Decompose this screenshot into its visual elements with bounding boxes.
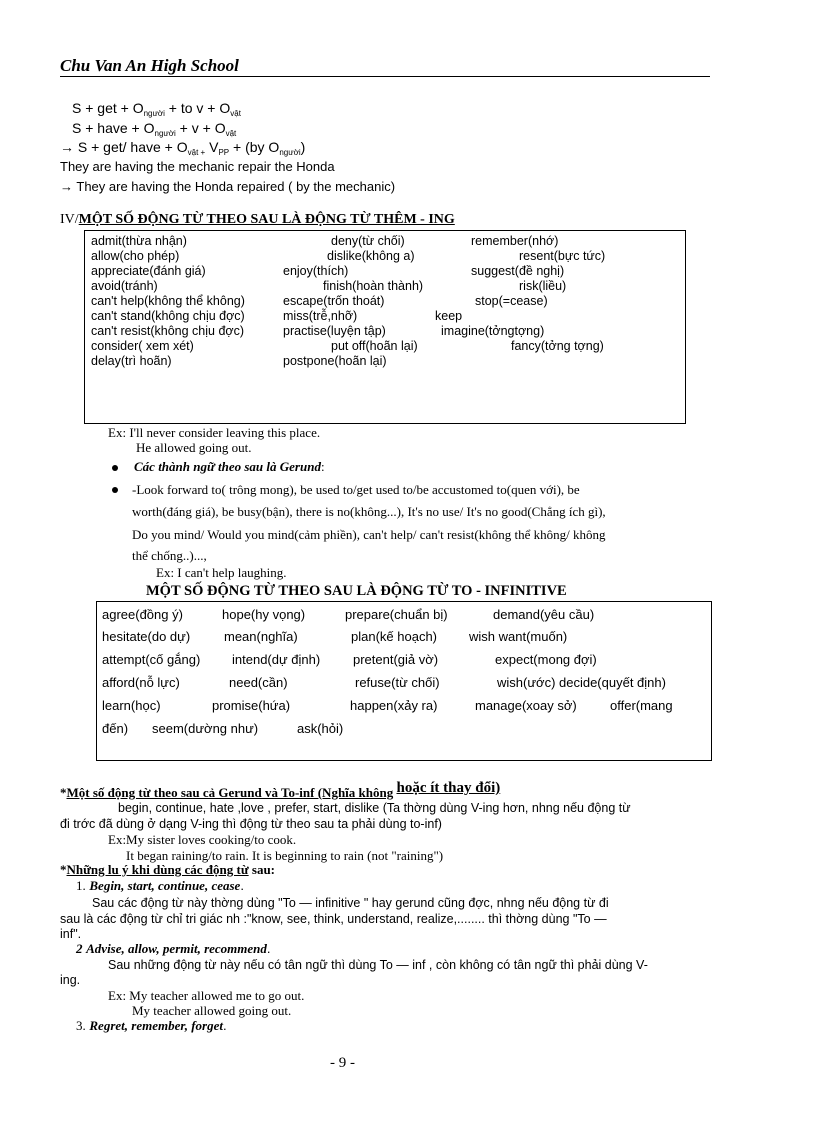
ing-verb: enjoy(thích) <box>283 264 349 278</box>
ing-examples: Ex: I'll never consider leaving this place. <box>108 425 321 440</box>
inf-verb: prepare(chuẩn bị) <box>345 607 448 622</box>
example-active: They are having the mechanic repair the Honda <box>60 159 335 174</box>
inf-verb: attempt(cố gắng) <box>102 652 201 667</box>
section-iv-heading: IV/MỘT SỐ ĐỘNG TỪ THEO SAU LÀ ĐỘNG TỪ THÊM - ING <box>60 212 455 227</box>
idiom-list-line: worth(đáng giá), be busy(bận), there is no(không...), It's no use/ It's no good(Chẳng ích gì), <box>132 504 606 519</box>
inf-verb: manage(xoay sở) <box>475 698 577 713</box>
idiom-list-line: thể chống..)..., <box>132 548 207 563</box>
arrow-icon: → <box>60 139 74 155</box>
inf-verb: offer(mang <box>610 698 673 713</box>
inf-verb: promise(hứa) <box>212 698 291 713</box>
note-2-heading: 2 Advise, allow, permit, recommend. <box>76 941 271 956</box>
idiom-heading: Các thành ngữ theo sau là Gerund: <box>134 459 325 474</box>
inf-verb: learn(học) <box>102 698 161 713</box>
both-example: It began raining/to rain. It is beginning to rain (not "raining") <box>126 848 444 863</box>
inf-verb: need(cần) <box>229 675 288 690</box>
inf-verb: pretent(giả vờ) <box>353 652 439 667</box>
note-2-paragraph: Sau những động từ này nếu có tân ngữ thì dùng To — inf , còn không có tân ngữ thì phải dùng V- <box>108 958 648 972</box>
infinitive-heading: MỘT SỐ ĐỘNG TỪ THEO SAU LÀ ĐỘNG TỪ TO - INFINITIVE <box>146 583 567 599</box>
ing-verb: can't resist(không chịu đợc) <box>91 324 245 338</box>
inf-verb: đến) <box>102 721 129 736</box>
inf-verb: happen(xảy ra) <box>350 698 438 713</box>
ing-verb: put off(hoãn lại) <box>331 339 418 353</box>
ing-verb: deny(từ chối) <box>331 234 405 248</box>
note-2-example: My teacher allowed going out. <box>132 1003 292 1018</box>
inf-verb: demand(yêu cầu) <box>493 607 595 622</box>
school-header: Chu Van An High School <box>60 56 239 75</box>
ing-verb: resent(bực tức) <box>519 249 606 263</box>
formula-passive: → S + get/ have + $O_{vật +}$ $V_{PP} + (by$ $O_{người}$) <box>60 139 306 157</box>
page-number: - 9 - <box>330 1055 355 1071</box>
ing-verb: consider( xem xét) <box>91 339 194 353</box>
ing-verb: practise(luyện tập) <box>283 324 386 338</box>
ing-verb: keep <box>435 309 463 323</box>
notes-heading: *Những lu ý khi dùng các động từ sau: <box>60 862 276 877</box>
ing-verb: can't help(không thể không) <box>91 294 245 308</box>
header-rule <box>60 76 710 77</box>
inf-verb: seem(dường như) <box>152 721 259 736</box>
note-1-paragraph: sau là các động từ chỉ tri giác nh :"know, see, think, understand, realize,........ thì thờng dùng "To — <box>60 912 607 926</box>
ing-verb: finish(hoàn thành) <box>323 279 424 293</box>
ing-verb: suggest(đề nghị) <box>471 264 565 278</box>
inf-verb: hesitate(do dự) <box>102 629 191 644</box>
inf-verb: intend(dự định) <box>232 652 321 667</box>
ing-verb: postpone(hoãn lại) <box>283 354 387 368</box>
bullet-icon <box>112 465 118 471</box>
inf-verb: expect(mong đợi) <box>495 652 597 667</box>
ing-verb: dislike(không a) <box>327 249 415 263</box>
ing-verb: risk(liều) <box>519 279 567 293</box>
formula-have: S + have + $O_{người} + v + O_{vật}$ <box>72 120 237 138</box>
both-paragraph: đi trớc đã dùng ở dạng V-ing thì động từ theo sau ta phải dùng to-inf) <box>60 817 442 831</box>
inf-verb: wish(ước) decide(quyết định) <box>497 675 666 690</box>
inf-verb: ask(hỏi) <box>297 721 344 736</box>
idiom-list-line: Do you mind/ Would you mind(cảm phiền), can't help/ can't resist(không thể không/ không <box>132 527 606 542</box>
inf-verb: wish want(muốn) <box>469 629 568 644</box>
ing-verbs-box <box>84 230 686 424</box>
idiom-example: Ex: I can't help laughing. <box>156 565 287 580</box>
inf-verb: afford(nỗ lực) <box>102 675 180 690</box>
ing-verb: remember(nhớ) <box>471 234 559 248</box>
ing-verb: admit(thừa nhận) <box>91 234 187 248</box>
ing-verb: imagine(tởngtợng) <box>441 324 545 338</box>
inf-verb: refuse(từ chối) <box>355 675 440 690</box>
idiom-list-line: -Look forward to( trông mong), be used to/get used to/be accustomed to(quen với), be <box>132 482 580 497</box>
ing-verb: stop(=cease) <box>475 294 548 308</box>
ing-verb: miss(trễ,nhỡ) <box>283 309 358 323</box>
both-example: Ex:My sister loves cooking/to cook. <box>108 832 297 847</box>
note-3-heading: 3. Regret, remember, forget. <box>76 1018 227 1033</box>
bullet-icon <box>112 487 118 493</box>
example-passive: → They are having the Honda repaired ( by the mechanic) <box>60 179 396 194</box>
ing-verb: escape(trốn thoát) <box>283 294 385 308</box>
inf-verb: mean(nghĩa) <box>224 629 298 644</box>
note-1-paragraph: inf". <box>60 927 82 941</box>
ing-verb: fancy(tởng tợng) <box>511 339 604 353</box>
note-1-paragraph: Sau các động từ này thờng dùng "To — infinitive " hay gerund cũng đợc, nhng nếu động từ đi <box>92 896 609 910</box>
arrow-icon: → <box>60 179 73 194</box>
inf-verb: hope(hy vọng) <box>222 607 306 622</box>
ing-verb: appreciate(đánh giá) <box>91 264 206 278</box>
inf-verb: plan(kế hoạch) <box>351 629 437 644</box>
ing-verb: allow(cho phép) <box>91 249 180 263</box>
ing-verb: avoid(tránh) <box>91 279 158 293</box>
note-2-example: Ex: My teacher allowed me to go out. <box>108 988 305 1003</box>
inf-verb: agree(đồng ý) <box>102 607 183 622</box>
infinitive-verbs-box <box>96 601 712 761</box>
note-2-paragraph: ing. <box>60 973 81 987</box>
note-1-heading: 1. Begin, start, continue, cease. <box>76 878 244 893</box>
formula-get: S + get + $O_{người}$ + to $v + O_{vật}$ <box>72 100 241 118</box>
ing-example-2: He allowed going out. <box>136 440 252 455</box>
ing-verb: can't stand(không chịu đợc) <box>91 309 245 323</box>
both-heading: *Một số động từ theo sau cả Gerund và To-inf (Nghĩa không hoặc ít thay đổi) <box>60 780 501 800</box>
ing-verb: delay(trì hoãn) <box>91 354 172 368</box>
both-paragraph: begin, continue, hate ,love , prefer, start, dislike (Ta thờng dùng V-ing hơn, nhng nếu động từ <box>118 801 631 815</box>
